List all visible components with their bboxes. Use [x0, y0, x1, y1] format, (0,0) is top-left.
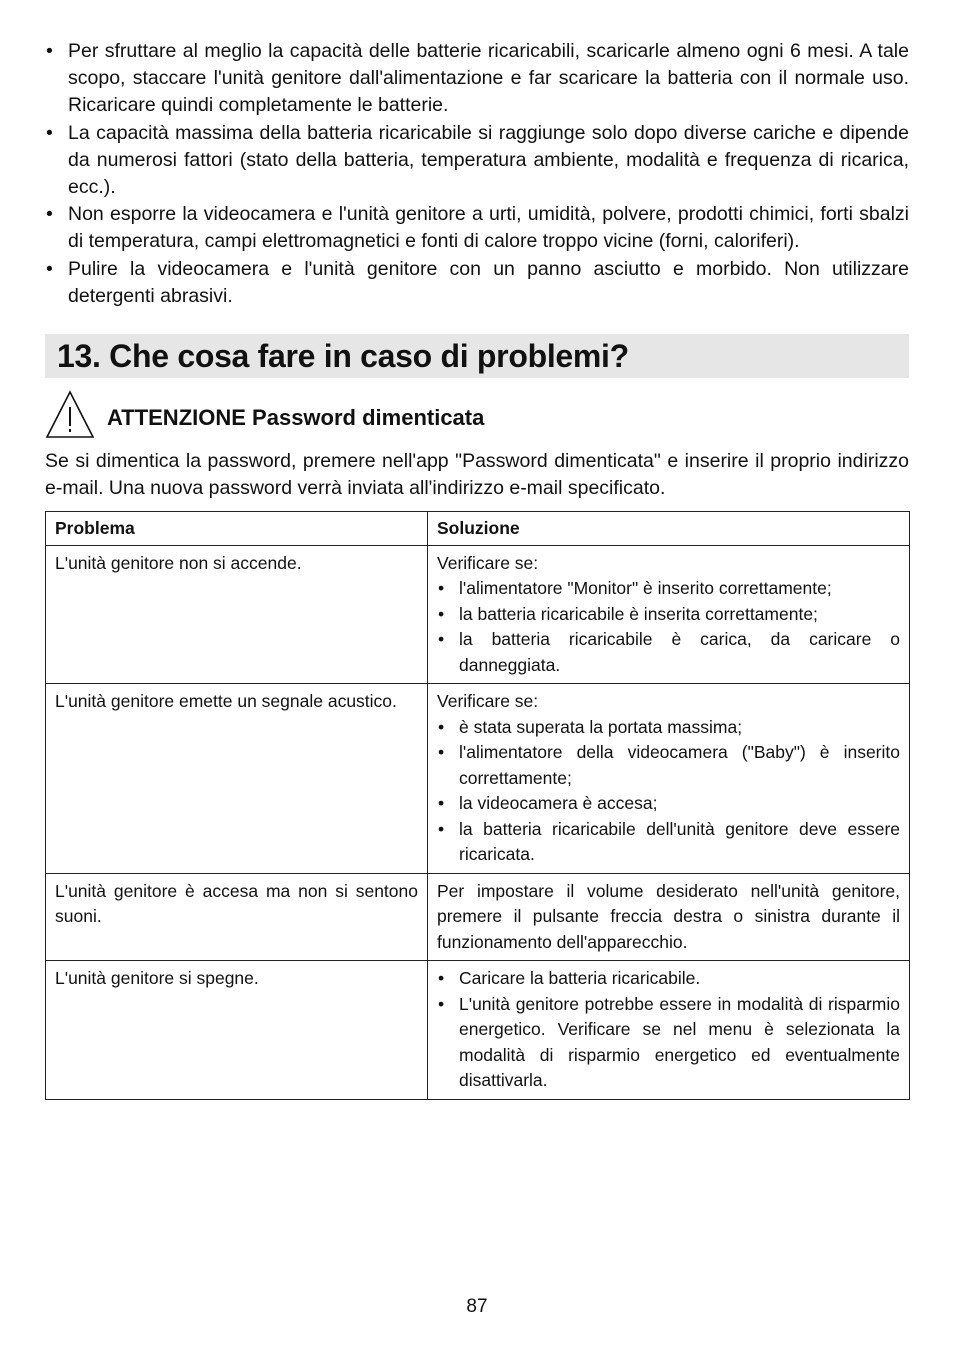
solution-item: • l'alimentatore "Monitor" è inserito correttamente; [437, 576, 900, 602]
warning-header [45, 390, 909, 440]
warning-label: ATTENZIONE [107, 405, 246, 431]
solution-item: • la batteria ricaricabile è carica, da caricare o danneggiata. [437, 627, 900, 678]
solution-list [437, 576, 900, 678]
document-page [45, 38, 909, 1100]
solution-cell [428, 961, 910, 1100]
solution-cell [428, 545, 910, 684]
solution-text: Per impostare il volume desiderato nell'unità genitore, premere il pulsante freccia destra o sinistra durante il funzionamento dell'apparecchio. [437, 880, 900, 952]
solution-list [437, 966, 900, 1094]
problem-cell: L'unità genitore si spegne. [46, 961, 428, 1100]
table-row [46, 684, 910, 874]
list-item: • Pulire la videocamera e l'unità genitore con un panno asciutto e morbido. Non utilizzare detergenti abrasivi. [45, 256, 909, 310]
warning-title [107, 399, 484, 431]
solution-item: • è stata superata la portata massima; [437, 715, 900, 741]
section-heading [45, 334, 909, 378]
solution-list [437, 715, 900, 868]
solution-intro: Verificare se: [437, 691, 539, 712]
warning-subject: Password dimenticata [252, 405, 485, 431]
problem-cell: L'unità genitore emette un segnale acustico. [46, 684, 428, 874]
solution-intro: Verificare se: [437, 552, 539, 573]
solution-item: • L'unità genitore potrebbe essere in modalità di risparmio energetico. Verificare se nel menu è selezionata la modalità di risparmio energetico ed eventualmente disattivarla. [437, 992, 900, 1094]
troubleshooting-table [45, 511, 910, 1100]
page-number: 87 [466, 1296, 488, 1317]
solution-item: • la batteria ricaricabile dell'unità genitore deve essere ricaricata. [437, 817, 900, 868]
care-instructions-list [45, 38, 909, 310]
solution-cell [428, 873, 910, 961]
warning-text: Se si dimentica la password, premere nell'app "Password dimenticata" e inserire il proprio indirizzo e-mail. Una nuova password verrà inviata all'indirizzo e-mail specificato. [45, 450, 909, 499]
warning-triangle-icon [45, 390, 95, 440]
table-row [46, 545, 910, 684]
solution-item: • l'alimentatore della videocamera ("Baby") è inserito correttamente; [437, 740, 900, 791]
table-row [46, 873, 910, 961]
table-header-row [46, 512, 910, 546]
list-item: • Non esporre la videocamera e l'unità genitore a urti, umidità, polvere, prodotti chimici, forti sbalzi di temperatura, campi elettromagnetici e fonti di calore troppo vicine (forni, caloriferi). [45, 201, 909, 255]
solution-cell [428, 684, 910, 874]
column-header-solution: Soluzione [428, 512, 910, 546]
solution-item: • la videocamera è accesa; [437, 791, 900, 817]
table-row [46, 961, 910, 1100]
solution-item: • la batteria ricaricabile è inserita correttamente; [437, 602, 900, 628]
solution-item: • Caricare la batteria ricaricabile. [437, 966, 900, 992]
section-title: 13. Che cosa fare in caso di problemi? [57, 337, 629, 374]
column-header-problem: Problema [46, 512, 428, 546]
list-item: • Per sfruttare al meglio la capacità delle batterie ricaricabili, scaricarle almeno ogni 6 mesi. A tale scopo, staccare l'unità genitore dall'alimentazione e far scaricare la batteria con il normale uso. Ricaricare quindi completamente le batterie. [45, 38, 909, 120]
problem-cell: L'unità genitore è accesa ma non si sentono suoni. [46, 873, 428, 961]
list-item: • La capacità massima della batteria ricaricabile si raggiunge solo dopo diverse cariche e dipende da numerosi fattori (stato della batteria, temperatura ambiente, modalità e frequenza di ricarica, ecc.). [45, 120, 909, 202]
problem-cell: L'unità genitore non si accende. [46, 545, 428, 684]
